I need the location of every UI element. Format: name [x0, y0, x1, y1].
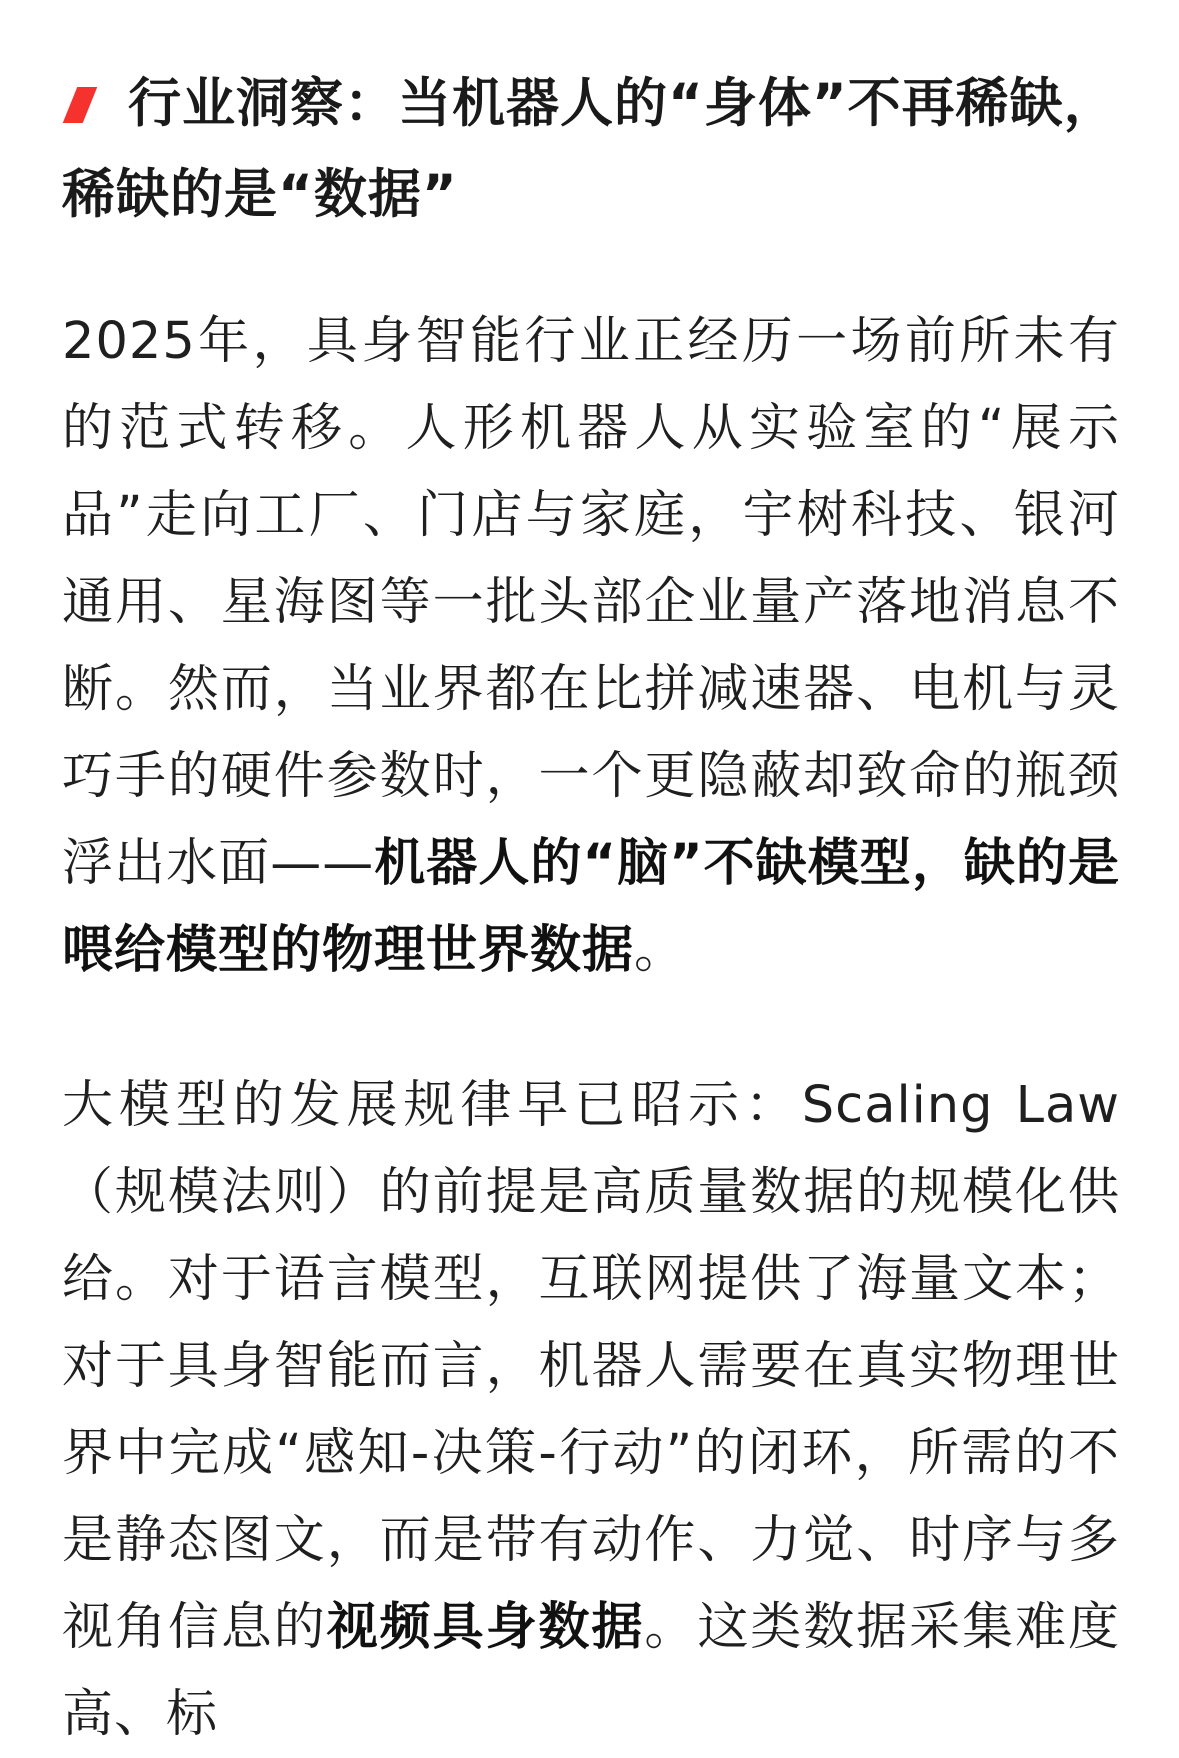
paragraph-1-text: 2025年，具身智能行业正经历一场前所未有的范式转移。人形机器人从实验室的“展示品”走向工厂、门店与家庭，宇树科技、银河通用、星海图等一批头部企业量产落地消息不断。然而，当业界都在比拼减速器、电机与灵巧手的硬件参数时，一个更隐蔽却致命的瓶颈浮出水面——: [62, 312, 1120, 893]
paragraph-2-text: 大模型的发展规律早已昭示：Scaling Law（规模法则）的前提是高质量数据的规模化供给。对于语言模型，互联网提供了海量文本；对于具身智能而言，机器人需要在真实物理世界中完成“感知-决策-行动”的闭环，所需的不是静态图文，而是带有动作、力觉、时序与多视角信息的: [62, 1076, 1120, 1657]
paragraph-1: [62, 298, 1120, 994]
paragraph-2: [62, 1062, 1120, 1758]
article-body: [62, 58, 1120, 1758]
paragraph-1-tail: 。: [634, 921, 687, 980]
section-heading: [62, 58, 1120, 240]
heading-accent-mark: [63, 87, 98, 123]
paragraph-2-tail: 。这类数据采集难度高、标: [62, 1598, 1120, 1744]
paragraph-1-emphasis: 机器人的“脑”不缺模型，缺的是喂给模型的物理世界数据: [62, 834, 1120, 980]
section-heading-text: 行业洞察：当机器人的“身体”不再稀缺，稀缺的是“数据”: [62, 73, 1118, 225]
paragraph-2-emphasis: 视频具身数据: [326, 1598, 645, 1657]
